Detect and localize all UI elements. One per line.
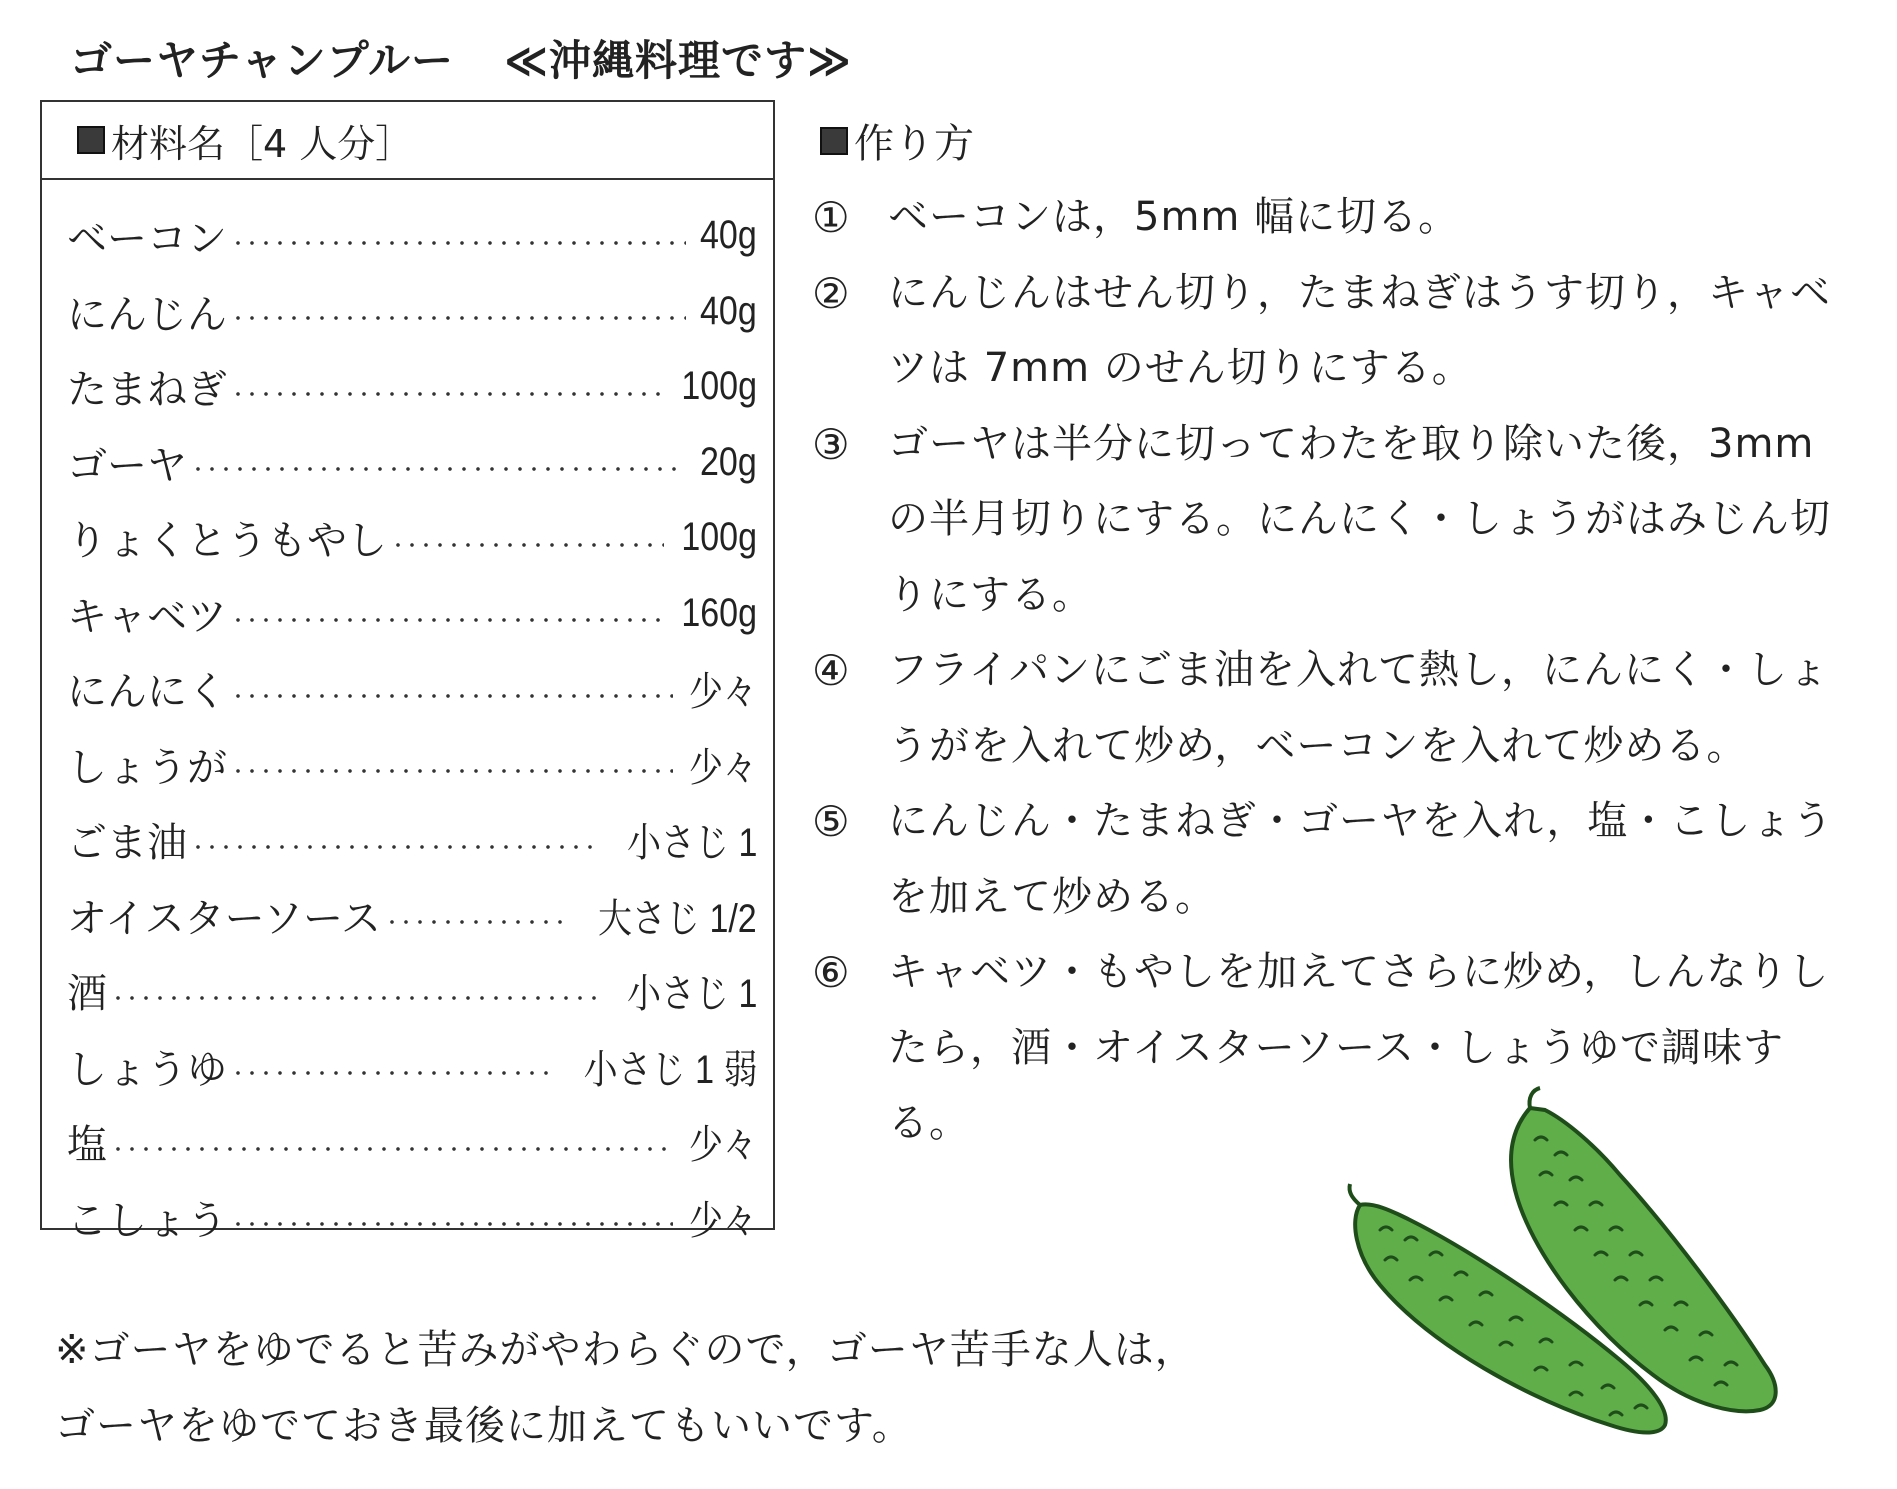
step-number: ③ [812, 419, 850, 469]
leader-dots [111, 996, 600, 1000]
ingredient-row [67, 953, 757, 1029]
ingredient-amount: 小さじ 1 弱 [583, 1047, 757, 1092]
step-text: キャベツ・もやしを加えてさらに炒め，しんなりしたら，酒・オイスターソース・しょうゆで調味する。 [888, 949, 1830, 1146]
ingredient-name: ごま油 [67, 820, 187, 867]
recipe-title-main: ゴーヤチャンプルー [70, 36, 455, 85]
square-bullet-icon [77, 126, 105, 154]
step-text: ベーコンは，5mm 幅に切る。 [888, 194, 1460, 240]
ingredient-amount: 大さじ 1/2 [598, 896, 757, 941]
ingredient-name: ゴーヤ [67, 442, 187, 489]
ingredient-row [67, 1104, 757, 1180]
ingredient-amount: 40g [700, 213, 757, 258]
ingredient-amount: 少々 [689, 1123, 757, 1168]
ingredient-row [67, 727, 757, 803]
step-number: ④ [812, 646, 850, 695]
method-step [812, 407, 1862, 634]
ingredient-name: ベーコン [67, 216, 227, 263]
step-text: フライパンにごま油を入れて熱し，にんにく・しょうがを入れて炒め，ベーコンを入れて炒める。 [888, 647, 1829, 769]
method-step [812, 784, 1862, 935]
step-text: にんじんはせん切り，たまねぎはうす切り，キャベツは 7mm のせん切りにする。 [888, 269, 1831, 391]
leader-dots [231, 1071, 549, 1075]
method-header [820, 112, 974, 169]
ingredient-row [67, 802, 757, 878]
leader-dots [191, 845, 600, 849]
ingredient-name: キャベツ [67, 593, 227, 640]
note-line-1: ※ゴーヤをゆでると苦みがやわらぐので，ゴーヤ苦手な人は， [55, 1327, 1196, 1373]
ingredient-name: オイスターソース [67, 895, 381, 942]
step-number: ⑥ [812, 948, 850, 997]
method-step [812, 180, 1862, 256]
ingredient-row [67, 651, 757, 727]
ingredient-row [67, 1180, 757, 1256]
ingredient-name: しょうが [67, 744, 227, 791]
leader-dots [231, 241, 686, 245]
method-step [812, 256, 1862, 407]
step-number: ⑤ [812, 797, 850, 846]
ingredient-row [67, 349, 757, 425]
ingredient-name: 塩 [67, 1122, 107, 1169]
ingredient-row [67, 1029, 757, 1105]
leader-dots [231, 769, 673, 773]
step-text: ゴーヤは半分に切ってわたを取り除いた後，3mm の半月切りにする。にんにく・しょうがはみじん切りにする。 [888, 420, 1831, 618]
goya-front-stem-icon [1349, 1184, 1360, 1205]
ingredient-row [67, 576, 757, 652]
leader-dots [191, 467, 686, 471]
ingredient-amount: 160g [681, 590, 757, 635]
method-steps [812, 180, 1862, 1162]
goya-icon [1349, 1088, 1775, 1433]
method-header-label: 作り方 [854, 121, 974, 167]
ingredients-list [67, 198, 757, 1255]
note-line-2: ゴーヤをゆでておき最後に加えてもいいです。 [55, 1403, 913, 1449]
leader-dots [385, 920, 566, 924]
ingredient-amount: 小さじ 1 [626, 821, 757, 866]
ingredient-amount: 40g [700, 288, 757, 333]
ingredient-amount: 少々 [689, 1198, 757, 1243]
step-number: ① [812, 193, 850, 242]
ingredient-row [67, 425, 757, 501]
ingredient-amount: 小さじ 1 [626, 972, 757, 1017]
ingredient-row [67, 500, 757, 576]
ingredient-name: しょうゆ [67, 1046, 227, 1093]
ingredient-amount: 少々 [689, 670, 757, 715]
ingredient-name: たまねぎ [67, 367, 227, 414]
leader-dots [391, 543, 664, 547]
note [55, 1312, 1355, 1464]
leader-dots [231, 316, 686, 320]
leader-dots [231, 392, 664, 396]
ingredients-header [42, 102, 773, 180]
ingredient-name: にんにく [67, 669, 227, 716]
ingredients-header-label: 材料名［4 人分］ [111, 121, 414, 166]
ingredient-name: にんじん [67, 291, 227, 338]
ingredient-row [67, 198, 757, 274]
ingredients-box [40, 100, 775, 1244]
ingredient-amount: 少々 [689, 745, 757, 790]
step-text: にんじん・たまねぎ・ゴーヤを入れ，塩・こしょうを加えて炒める。 [888, 798, 1834, 920]
step-number: ② [812, 268, 850, 318]
ingredient-name: 酒 [67, 971, 107, 1018]
leader-dots [111, 1147, 673, 1151]
ingredient-name: こしょう [67, 1197, 227, 1244]
leader-dots [231, 694, 673, 698]
method-step [812, 633, 1862, 784]
ingredient-row [67, 878, 757, 954]
square-bullet-icon [820, 127, 848, 155]
ingredient-amount: 20g [700, 439, 757, 484]
ingredient-name: りょくとうもやし [67, 518, 387, 565]
leader-dots [231, 1222, 673, 1226]
goya-illustration [1340, 1080, 1800, 1460]
ingredient-row [67, 274, 757, 350]
leader-dots [231, 618, 664, 622]
goya-back-stem-icon [1529, 1088, 1540, 1108]
recipe-title [70, 28, 852, 88]
recipe-title-subtitle: ≪沖縄料理です≫ [504, 36, 853, 85]
ingredient-amount: 100g [681, 364, 757, 409]
ingredient-amount: 100g [681, 515, 757, 560]
